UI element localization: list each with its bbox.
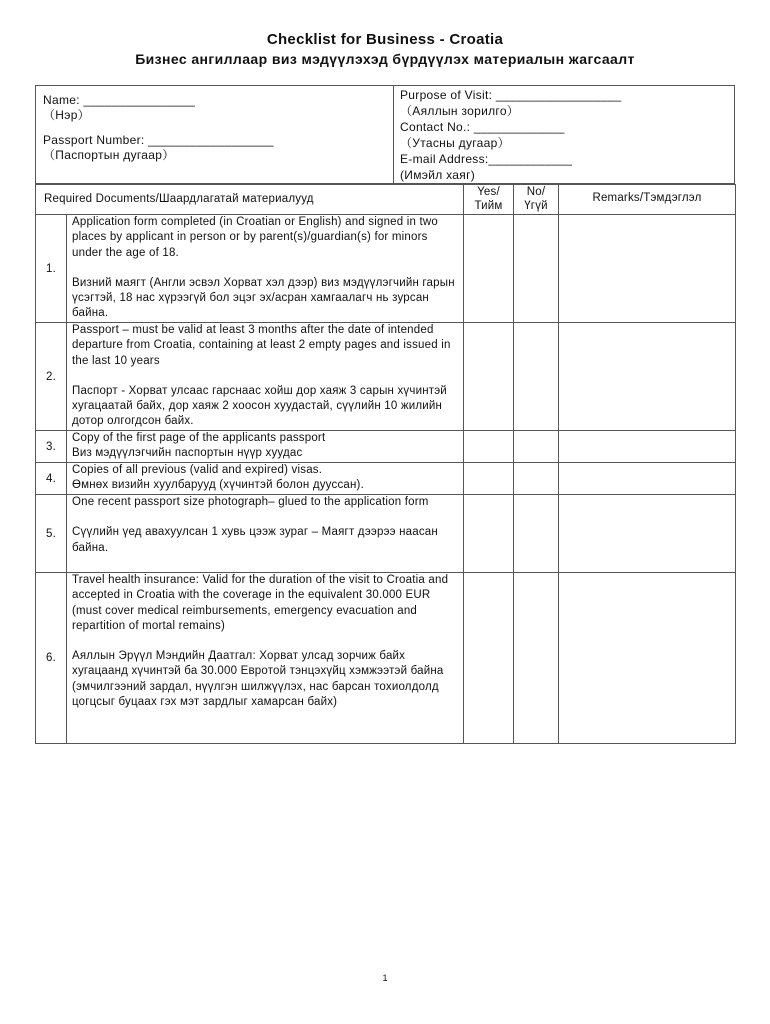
item-text-en: One recent passport size photograph– glued to the application form [72, 496, 429, 508]
item-description [67, 323, 464, 431]
remarks-cell[interactable] [559, 463, 736, 495]
item-number: 1. [36, 215, 67, 323]
yes-checkbox-cell[interactable] [464, 431, 514, 463]
yes-checkbox-cell[interactable] [464, 495, 514, 573]
no-header-en: No/ [526, 186, 546, 198]
remarks-cell[interactable] [559, 323, 736, 431]
page-number: 1 [382, 973, 388, 983]
item-text-en: Application form completed (in Croatian or English) and signed in two places by applicant in person or by parent(s)/guardian(s) for minors under the age of 18. [72, 216, 439, 259]
item-text-mn: Виз мэдүүлэгчийн паспортын нүүр хуудас [72, 447, 303, 460]
page-title: Checklist for Business - Croatia [266, 31, 504, 48]
table-row [36, 323, 736, 431]
item-number: 6. [36, 573, 67, 744]
item-text-en: Copies of all previous (valid and expired) visas. [72, 464, 323, 476]
email-label: (Имэйл хаяг) [400, 168, 476, 182]
remarks-column-header: Remarks/Тэмдэглэл [559, 185, 736, 215]
yes-checkbox-cell[interactable] [464, 463, 514, 495]
passport-number-field[interactable]: Passport Number: __________________ [43, 133, 274, 147]
no-checkbox-cell[interactable] [514, 463, 559, 495]
name-field[interactable]: Name: ________________ [43, 93, 196, 107]
table-row [36, 573, 736, 744]
item-number: 5. [36, 495, 67, 573]
no-checkbox-cell[interactable] [514, 215, 559, 323]
table-row [36, 463, 736, 495]
purpose-label: （Аяллын зорилго） [400, 104, 520, 118]
required-documents-header: Required Documents/Шаардлагатай материалууд [36, 185, 464, 215]
yes-checkbox-cell[interactable] [464, 573, 514, 744]
no-checkbox-cell[interactable] [514, 323, 559, 431]
contact-label: （Утасны дугаар） [400, 136, 510, 150]
item-number: 3. [36, 431, 67, 463]
applicant-left [36, 86, 394, 183]
checklist-form [35, 85, 735, 744]
yes-checkbox-cell[interactable] [464, 215, 514, 323]
item-description [67, 573, 464, 744]
applicant-info [35, 85, 735, 184]
page-subtitle: Бизнес ангиллаар виз мэдүүлэхэд бүрдүүлэх материалын жагсаалт [135, 51, 635, 67]
yes-checkbox-cell[interactable] [464, 323, 514, 431]
item-text-mn: Визний маягт (Англи эсвэл Хорват хэл дээр) виз мэдүүлэгчийн гарын үсэгтэй, 18 нас хүрээгүй бол эцэг эх/асран хамгаалагч нь зурсан байна. [72, 276, 455, 320]
no-checkbox-cell[interactable] [514, 495, 559, 573]
email-field[interactable]: E-mail Address:____________ [400, 152, 573, 166]
table-row [36, 215, 736, 323]
item-text-mn: Өмнөх визийн хуулбарууд (хүчинтэй болон дууссан). [72, 479, 364, 492]
purpose-field[interactable]: Purpose of Visit: __________________ [400, 88, 622, 102]
item-description [67, 431, 464, 463]
yes-header-mn: Тийм [474, 200, 503, 212]
remarks-cell[interactable] [559, 215, 736, 323]
name-field-label: （Нэр） [43, 108, 90, 122]
yes-column-header [464, 185, 514, 215]
item-text-en: Travel health insurance: Valid for the duration of the visit to Croatia and accepted in Croatia with the coverage in the equivalent 30.000 EUR (must cover medical reimbursements, emergency evacuation and repartition of mortal remains) [72, 574, 449, 632]
item-description [67, 495, 464, 573]
table-header-row [36, 185, 736, 215]
no-checkbox-cell[interactable] [514, 431, 559, 463]
documents-table [35, 184, 736, 744]
item-number: 2. [36, 323, 67, 431]
applicant-right [394, 86, 734, 183]
item-text-en: Copy of the first page of the applicants passport [72, 432, 326, 444]
no-header-mn: Үгүй [524, 200, 548, 212]
item-text-mn: Паспорт - Хорват улсаас гарснаас хойш дор хаяж 3 сарын хүчинтэй хугацаатай байх, дор хаяж 2 хоосон хуудастай, сүүлийн 10 жилийн дотор олгогдсон байх. [72, 384, 447, 428]
item-description [67, 463, 464, 495]
item-description [67, 215, 464, 323]
yes-header-en: Yes/ [477, 186, 500, 198]
table-row [36, 495, 736, 573]
passport-number-label: （Паспортын дугаар） [43, 148, 175, 162]
table-row [36, 431, 736, 463]
no-checkbox-cell[interactable] [514, 573, 559, 744]
item-text-en: Passport – must be valid at least 3 months after the date of intended departure from Croatia, containing at least 2 empty pages and issued in the last 10 years [72, 324, 451, 367]
remarks-cell[interactable] [559, 431, 736, 463]
item-text-mn: Сүүлийн үед авахуулсан 1 хувь цээж зураг – Маягт дээрээ наасан байна. [72, 526, 438, 554]
item-number: 4. [36, 463, 67, 495]
item-text-mn: Аяллын Эрүүл Мэндийн Даатгал: Хорват улсад зорчиж байх хугацаанд хүчинтэй ба 30.000 Евротой тэнцэхүйц хэмжээтэй байна (эмчилгээний зардал, нүүлгэн шилжүүлэх, нас барсан тохиолдолд цогцсыг буцаах гэх мэт зардлыг хамарсан байх) [72, 650, 444, 709]
remarks-cell[interactable] [559, 495, 736, 573]
contact-field[interactable]: Contact No.: _____________ [400, 120, 565, 134]
remarks-cell[interactable] [559, 573, 736, 744]
no-column-header [514, 185, 559, 215]
